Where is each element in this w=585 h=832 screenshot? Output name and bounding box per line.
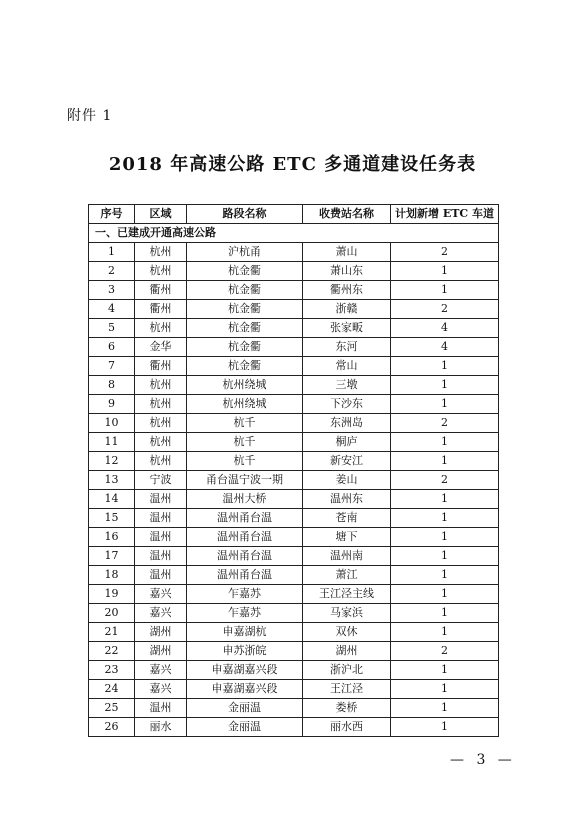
cell-toll-station: 张家畈	[303, 319, 391, 338]
cell-planned-lanes: 4	[391, 319, 499, 338]
table-row	[89, 433, 499, 452]
table-row	[89, 452, 499, 471]
cell-planned-lanes: 2	[391, 243, 499, 262]
cell-index: 19	[89, 585, 135, 604]
table-row	[89, 357, 499, 376]
header-planned-lanes: 计划新增 ETC 车道	[391, 205, 499, 224]
cell-index: 13	[89, 471, 135, 490]
cell-region: 温州	[135, 528, 187, 547]
cell-planned-lanes: 1	[391, 281, 499, 300]
cell-toll-station: 萧山	[303, 243, 391, 262]
cell-road-section: 杭千	[187, 433, 303, 452]
cell-road-section: 温州甬台温	[187, 528, 303, 547]
cell-index: 11	[89, 433, 135, 452]
cell-planned-lanes: 1	[391, 680, 499, 699]
cell-road-section: 杭州绕城	[187, 376, 303, 395]
cell-planned-lanes: 1	[391, 585, 499, 604]
table-row	[89, 623, 499, 642]
cell-index: 10	[89, 414, 135, 433]
cell-index: 4	[89, 300, 135, 319]
cell-index: 22	[89, 642, 135, 661]
table-row	[89, 604, 499, 623]
section-row	[89, 224, 499, 243]
table-header-row	[89, 205, 499, 224]
cell-toll-station: 姜山	[303, 471, 391, 490]
table-row	[89, 490, 499, 509]
page-number: — 3 —	[450, 752, 516, 768]
cell-index: 2	[89, 262, 135, 281]
cell-index: 24	[89, 680, 135, 699]
cell-index: 12	[89, 452, 135, 471]
cell-index: 7	[89, 357, 135, 376]
etc-task-table	[88, 204, 499, 737]
attachment-label: 附件 1	[67, 108, 113, 124]
cell-road-section: 金丽温	[187, 699, 303, 718]
cell-road-section: 杭州绕城	[187, 395, 303, 414]
cell-index: 6	[89, 338, 135, 357]
cell-region: 湖州	[135, 642, 187, 661]
cell-toll-station: 新安江	[303, 452, 391, 471]
cell-planned-lanes: 1	[391, 661, 499, 680]
table-row	[89, 395, 499, 414]
table-row	[89, 262, 499, 281]
cell-toll-station: 温州南	[303, 547, 391, 566]
cell-road-section: 杭千	[187, 414, 303, 433]
cell-toll-station: 东洲岛	[303, 414, 391, 433]
cell-region: 温州	[135, 566, 187, 585]
cell-toll-station: 温州东	[303, 490, 391, 509]
cell-road-section: 杭金衢	[187, 262, 303, 281]
cell-toll-station: 娄桥	[303, 699, 391, 718]
cell-index: 23	[89, 661, 135, 680]
cell-road-section: 温州甬台温	[187, 566, 303, 585]
cell-region: 衢州	[135, 281, 187, 300]
cell-road-section: 甬台温宁波一期	[187, 471, 303, 490]
table-row	[89, 319, 499, 338]
cell-index: 8	[89, 376, 135, 395]
cell-region: 杭州	[135, 395, 187, 414]
cell-index: 25	[89, 699, 135, 718]
cell-region: 湖州	[135, 623, 187, 642]
header-index: 序号	[89, 205, 135, 224]
cell-region: 衢州	[135, 300, 187, 319]
cell-region: 杭州	[135, 376, 187, 395]
cell-planned-lanes: 2	[391, 642, 499, 661]
cell-index: 9	[89, 395, 135, 414]
cell-planned-lanes: 4	[391, 338, 499, 357]
table-row	[89, 661, 499, 680]
cell-region: 丽水	[135, 718, 187, 737]
cell-planned-lanes: 1	[391, 452, 499, 471]
cell-region: 杭州	[135, 243, 187, 262]
cell-region: 嘉兴	[135, 585, 187, 604]
cell-region: 杭州	[135, 433, 187, 452]
table-row	[89, 566, 499, 585]
table-row	[89, 680, 499, 699]
cell-region: 温州	[135, 490, 187, 509]
cell-toll-station: 常山	[303, 357, 391, 376]
cell-road-section: 温州大桥	[187, 490, 303, 509]
cell-region: 杭州	[135, 262, 187, 281]
cell-region: 衢州	[135, 357, 187, 376]
cell-index: 26	[89, 718, 135, 737]
cell-road-section: 申嘉湖嘉兴段	[187, 680, 303, 699]
table-row	[89, 376, 499, 395]
cell-region: 金华	[135, 338, 187, 357]
section-label: 一、已建成开通高速公路	[89, 224, 499, 243]
cell-planned-lanes: 1	[391, 433, 499, 452]
cell-region: 温州	[135, 509, 187, 528]
cell-road-section: 沪杭甬	[187, 243, 303, 262]
table-row	[89, 547, 499, 566]
cell-region: 温州	[135, 547, 187, 566]
cell-road-section: 杭千	[187, 452, 303, 471]
table-row	[89, 300, 499, 319]
cell-planned-lanes: 1	[391, 718, 499, 737]
cell-index: 16	[89, 528, 135, 547]
table-row	[89, 243, 499, 262]
cell-road-section: 杭金衢	[187, 338, 303, 357]
cell-region: 杭州	[135, 414, 187, 433]
cell-index: 18	[89, 566, 135, 585]
table-row	[89, 528, 499, 547]
cell-toll-station: 下沙东	[303, 395, 391, 414]
cell-toll-station: 丽水西	[303, 718, 391, 737]
cell-road-section: 申嘉湖杭	[187, 623, 303, 642]
cell-region: 宁波	[135, 471, 187, 490]
cell-planned-lanes: 1	[391, 528, 499, 547]
cell-planned-lanes: 1	[391, 357, 499, 376]
cell-planned-lanes: 1	[391, 490, 499, 509]
cell-index: 21	[89, 623, 135, 642]
cell-road-section: 乍嘉苏	[187, 604, 303, 623]
cell-index: 15	[89, 509, 135, 528]
cell-road-section: 金丽温	[187, 718, 303, 737]
cell-road-section: 温州甬台温	[187, 509, 303, 528]
table-row	[89, 699, 499, 718]
document-title: 2018 年高速公路 ETC 多通道建设任务表	[108, 154, 477, 175]
cell-road-section: 杭金衢	[187, 357, 303, 376]
cell-region: 温州	[135, 699, 187, 718]
header-region: 区域	[135, 205, 187, 224]
cell-toll-station: 萧山东	[303, 262, 391, 281]
table-row	[89, 585, 499, 604]
cell-toll-station: 王江泾主线	[303, 585, 391, 604]
cell-toll-station: 王江泾	[303, 680, 391, 699]
cell-index: 3	[89, 281, 135, 300]
cell-planned-lanes: 2	[391, 414, 499, 433]
cell-region: 嘉兴	[135, 661, 187, 680]
cell-road-section: 乍嘉苏	[187, 585, 303, 604]
table-row	[89, 281, 499, 300]
table-row	[89, 338, 499, 357]
cell-index: 20	[89, 604, 135, 623]
cell-index: 17	[89, 547, 135, 566]
cell-planned-lanes: 1	[391, 604, 499, 623]
cell-toll-station: 东河	[303, 338, 391, 357]
cell-road-section: 申苏浙皖	[187, 642, 303, 661]
cell-toll-station: 三墩	[303, 376, 391, 395]
cell-planned-lanes: 1	[391, 395, 499, 414]
cell-road-section: 申嘉湖嘉兴段	[187, 661, 303, 680]
cell-planned-lanes: 1	[391, 376, 499, 395]
cell-planned-lanes: 2	[391, 471, 499, 490]
cell-toll-station: 双休	[303, 623, 391, 642]
cell-toll-station: 苍南	[303, 509, 391, 528]
cell-toll-station: 桐庐	[303, 433, 391, 452]
cell-toll-station: 马家浜	[303, 604, 391, 623]
table-row	[89, 471, 499, 490]
table-row	[89, 642, 499, 661]
cell-toll-station: 衢州东	[303, 281, 391, 300]
cell-toll-station: 湖州	[303, 642, 391, 661]
header-road-section: 路段名称	[187, 205, 303, 224]
cell-planned-lanes: 2	[391, 300, 499, 319]
cell-region: 杭州	[135, 452, 187, 471]
cell-planned-lanes: 1	[391, 566, 499, 585]
cell-index: 14	[89, 490, 135, 509]
cell-toll-station: 浙赣	[303, 300, 391, 319]
cell-road-section: 杭金衢	[187, 281, 303, 300]
cell-index: 1	[89, 243, 135, 262]
cell-toll-station: 塘下	[303, 528, 391, 547]
cell-planned-lanes: 1	[391, 509, 499, 528]
table-row	[89, 414, 499, 433]
cell-toll-station: 萧江	[303, 566, 391, 585]
cell-road-section: 温州甬台温	[187, 547, 303, 566]
cell-planned-lanes: 1	[391, 547, 499, 566]
cell-region: 嘉兴	[135, 680, 187, 699]
cell-road-section: 杭金衢	[187, 319, 303, 338]
cell-planned-lanes: 1	[391, 699, 499, 718]
header-toll-station: 收费站名称	[303, 205, 391, 224]
table-row	[89, 509, 499, 528]
cell-toll-station: 浙沪北	[303, 661, 391, 680]
cell-region: 嘉兴	[135, 604, 187, 623]
cell-planned-lanes: 1	[391, 262, 499, 281]
cell-planned-lanes: 1	[391, 623, 499, 642]
cell-index: 5	[89, 319, 135, 338]
cell-region: 杭州	[135, 319, 187, 338]
cell-road-section: 杭金衢	[187, 300, 303, 319]
table-row	[89, 718, 499, 737]
